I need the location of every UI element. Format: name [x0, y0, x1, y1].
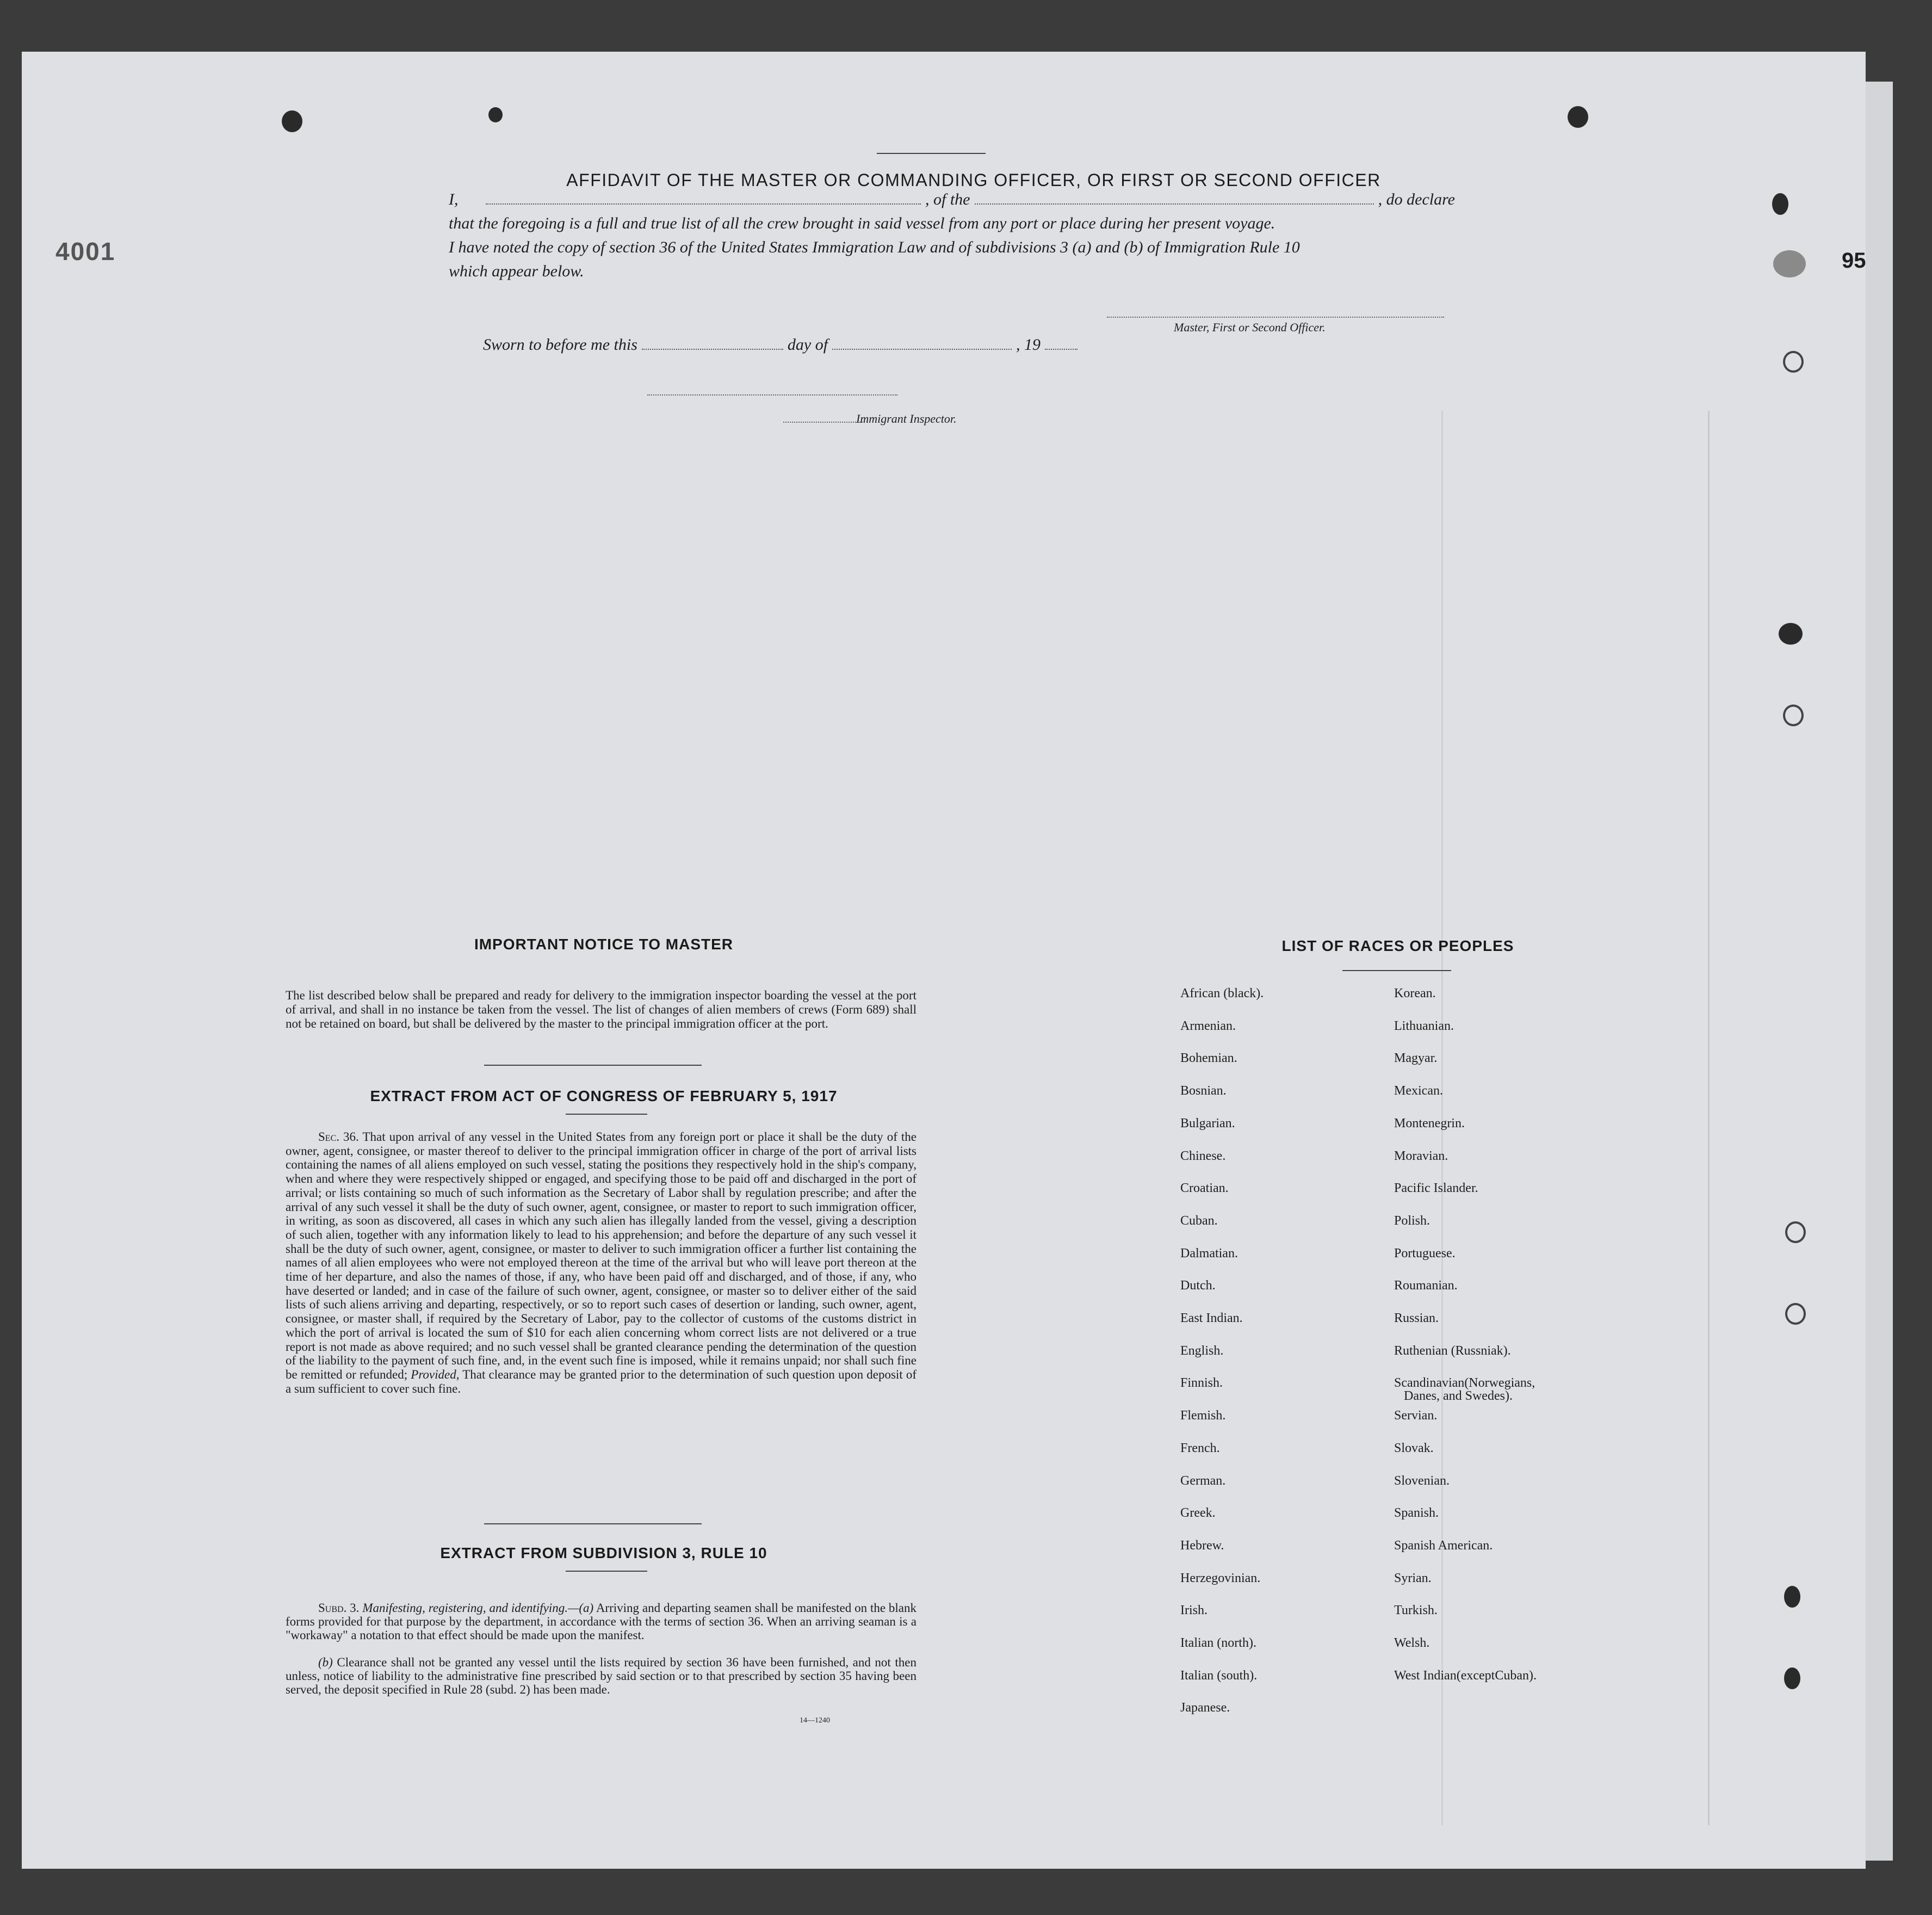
name-blank[interactable]	[486, 192, 921, 205]
race-item: Turkish.	[1394, 1603, 1438, 1618]
sec-label: Sec. 36.	[318, 1130, 359, 1144]
race-item: Hebrew.	[1180, 1538, 1224, 1553]
month-blank[interactable]	[832, 337, 1012, 350]
provided-label: Provided,	[411, 1367, 460, 1381]
race-item: Chinese.	[1180, 1148, 1226, 1163]
notice-text: The list described below shall be prepared and ready for delivery to the immigration inspector boarding the vessel at the port of arrival, and shall in no instance be taken from the vessel. The list of changes of alien members of crews (Form 689) shall not be retained on board, but shall be delivered by the master to the principal immigration officer at the port.	[286, 989, 917, 1030]
race-item: French.	[1180, 1441, 1220, 1455]
bleed-through-rule	[1708, 411, 1710, 1825]
affidavit-title: AFFIDAVIT OF THE MASTER OR COMMANDING OFFICER, OR FIRST OR SECOND OFFICER	[566, 170, 1381, 190]
subd-a-text: Arriving and departing seamen shall be manifested on the blank forms provided for that purpose by the department, in accordance with the terms of section 36. When an arriving seaman is a "workaway" a notation to that effect should be made upon the manifest.	[286, 1601, 917, 1642]
binder-hole	[1785, 1221, 1806, 1243]
declaration-line-3: I have noted the copy of section 36 of the United States Immigration Law and of subdivisions 3 (a) and (b) of Immigration Rule 10	[449, 238, 1300, 256]
binder-hole	[1785, 1303, 1806, 1325]
binder-hole	[1783, 705, 1804, 726]
subd-3-paragraph-b	[286, 1655, 917, 1696]
year-blank[interactable]	[1045, 337, 1078, 350]
ledger-stamp: 4001	[55, 237, 116, 265]
declaration-line-4: which appear below.	[449, 262, 584, 280]
binder-hole	[1784, 1586, 1800, 1608]
subd-label: Subd. 3.	[318, 1601, 360, 1615]
race-item: Greek.	[1180, 1506, 1216, 1521]
race-item: Slovak.	[1394, 1441, 1434, 1455]
race-item: Lithuanian.	[1394, 1018, 1454, 1033]
race-item: Croatian.	[1180, 1181, 1229, 1196]
race-item: Ruthenian (Russniak).	[1394, 1343, 1511, 1358]
declaration-of-the: , of the	[925, 190, 970, 208]
race-item: Spanish American.	[1394, 1538, 1493, 1553]
race-item: Scandinavian(Norwegians,	[1394, 1376, 1535, 1391]
sec-36-body: That upon arrival of any vessel in the United States from any foreign port or place it shall be the duty of the owner, agent, consignee, or master thereof to deliver to the principal immigration officer in charge of the port of arrival lists containing the names of all aliens employed on such vessel, stating the positions they respectively hold in the ship's company, when and where they were respectively shipped or engaged, and specifying those to be paid off and discharged in the port of arrival; or lists containing so much of such information as the Secretary of Labor shall by regulation prescribe; and after the arrival of any such vessel it shall be the duty of such owner, agent, consignee, or master to report to such immigration officer, in writing, as soon as discovered, all cases in which any such alien has illegally landed from the vessel, giving a description of such alien, together with any information likely to lead to his apprehension; and before the departure of any such vessel it shall be the duty of such owner, agent, consignee, or master to deliver to such immigration officer a further list containing the names of all alien employees who were not employed thereon at the time of the arrival but who will leave port thereon at the time of her departure, and also the names of those, if any, who have been paid off and discharged, and of those, if any, who have deserted or landed; and in case of the failure of such owner, agent, consignee, or master so to deliver either of the said lists of such aliens arriving and departing, respectively, or so to report such cases of desertion or landing, such owner, agent, consignee, or master shall, if required by the Secretary of Labor, pay to the collector of customs of the customs district in which the port of arrival is located the sum of $10 for each alien concerning whom correct lists are not delivered or a true report is not made as above required; and no such vessel shall be granted clearance pending the determination of the question of the liability to the payment of such fine, and, in the event such fine is imposed, while it remains unpaid; nor shall such fine be remitted or refunded;	[286, 1130, 917, 1381]
section-divider	[566, 1571, 647, 1572]
notice-title: IMPORTANT NOTICE TO MASTER	[474, 936, 734, 953]
day-blank[interactable]	[642, 337, 783, 350]
races-title: LIST OF RACES OR PEOPLES	[1281, 937, 1514, 954]
section-divider	[566, 1114, 647, 1115]
race-item: Montenegrin.	[1394, 1116, 1465, 1131]
act-extract-text	[286, 1130, 917, 1395]
provided-text: That clearance may be granted prior to the determination of such question upon deposit of a sum sufficient to cover such fine.	[286, 1367, 917, 1395]
section-divider	[484, 1523, 702, 1524]
page-number: 95	[1842, 249, 1866, 273]
rule-extract-title: EXTRACT FROM SUBDIVISION 3, RULE 10	[440, 1545, 767, 1561]
race-item: Dutch.	[1180, 1278, 1216, 1293]
race-item: Finnish.	[1180, 1376, 1223, 1391]
race-item: Magyar.	[1394, 1051, 1438, 1066]
race-item: German.	[1180, 1473, 1226, 1488]
race-item: African (black).	[1180, 986, 1264, 1000]
binder-hole-left	[282, 110, 302, 132]
vessel-blank[interactable]	[975, 192, 1374, 205]
race-item: Welsh.	[1394, 1636, 1430, 1650]
race-item: Roumanian.	[1394, 1278, 1458, 1293]
race-item: West Indian(exceptCuban).	[1394, 1668, 1537, 1683]
race-item: Armenian.	[1180, 1018, 1236, 1033]
form-number: 14—1240	[800, 1716, 830, 1725]
declaration-line-2: that the foregoing is a full and true list of all the crew brought in said vessel from any port or place during her present voyage.	[449, 214, 1275, 232]
affidavit-declaration	[449, 188, 1455, 283]
master-signature-label: Master, First or Second Officer.	[1174, 320, 1326, 334]
race-item: Bulgarian.	[1180, 1116, 1235, 1131]
race-item: Russian.	[1394, 1311, 1439, 1325]
declaration-declare: , do declare	[1378, 190, 1455, 208]
race-item: Servian.	[1394, 1409, 1438, 1423]
race-item: Mexican.	[1394, 1084, 1443, 1098]
inspector-signature-line[interactable]	[647, 394, 897, 396]
race-item-continuation: Danes, and Swedes).	[1404, 1389, 1513, 1404]
binder-hole-right	[1568, 106, 1588, 128]
subd-b-label: (b)	[318, 1655, 333, 1669]
race-item: Italian (north).	[1180, 1636, 1256, 1650]
race-item: Pacific Islander.	[1394, 1181, 1478, 1196]
race-item: Spanish.	[1394, 1506, 1439, 1521]
binder-hole-small	[488, 107, 503, 122]
race-item: Slovenian.	[1394, 1473, 1450, 1488]
sworn-prefix: Sworn to before me this	[483, 336, 637, 354]
binder-hole	[1772, 193, 1788, 215]
sworn-day-of: day of	[787, 336, 828, 354]
race-item: Irish.	[1180, 1603, 1208, 1618]
race-item: Moravian.	[1394, 1148, 1448, 1163]
race-item: Korean.	[1394, 986, 1436, 1000]
inspector-dotted-lead	[783, 422, 865, 423]
race-item: Flemish.	[1180, 1409, 1226, 1423]
race-item: Cuban.	[1180, 1213, 1218, 1228]
binder-hole	[1783, 351, 1804, 373]
sworn-year: , 19	[1016, 336, 1041, 354]
declaration-i: I,	[449, 190, 459, 208]
race-item: Bohemian.	[1180, 1051, 1237, 1066]
race-item: East Indian.	[1180, 1311, 1243, 1325]
race-item: Italian (south).	[1180, 1668, 1258, 1683]
subd-b-text: Clearance shall not be granted any vessel until the lists required by section 36 have been furnished, and not then unless, notice of liability to the administrative fine prescribed by said section or to that prescribed by section 35 having been served, the deposit specified in Rule 28 (subd. 2) has been made.	[286, 1655, 917, 1696]
races-divider	[1342, 970, 1451, 971]
race-item: Japanese.	[1180, 1701, 1230, 1715]
race-item: Herzegovinian.	[1180, 1571, 1261, 1585]
race-item: Portuguese.	[1394, 1246, 1456, 1261]
subd-heading: Manifesting, registering, and identifying.—(a)	[362, 1601, 594, 1615]
race-item: Dalmatian.	[1180, 1246, 1238, 1261]
race-item: Syrian.	[1394, 1571, 1432, 1585]
section-divider	[484, 1065, 702, 1066]
master-signature-line[interactable]	[1107, 317, 1444, 318]
binder-hole	[1784, 1667, 1800, 1689]
bleed-through-text	[163, 427, 1741, 597]
torn-mark	[1773, 250, 1806, 277]
act-extract-title: EXTRACT FROM ACT OF CONGRESS OF FEBRUARY 5, 1917	[370, 1088, 838, 1104]
sworn-line	[483, 336, 1136, 354]
race-item: Bosnian.	[1180, 1084, 1227, 1098]
subd-3-paragraph-a	[286, 1601, 917, 1642]
title-divider	[877, 153, 986, 154]
race-item: Polish.	[1394, 1213, 1431, 1228]
race-item: English.	[1180, 1343, 1224, 1358]
inspector-label: Immigrant Inspector.	[856, 412, 957, 425]
document-page	[22, 52, 1866, 1869]
binder-hole	[1779, 623, 1803, 645]
